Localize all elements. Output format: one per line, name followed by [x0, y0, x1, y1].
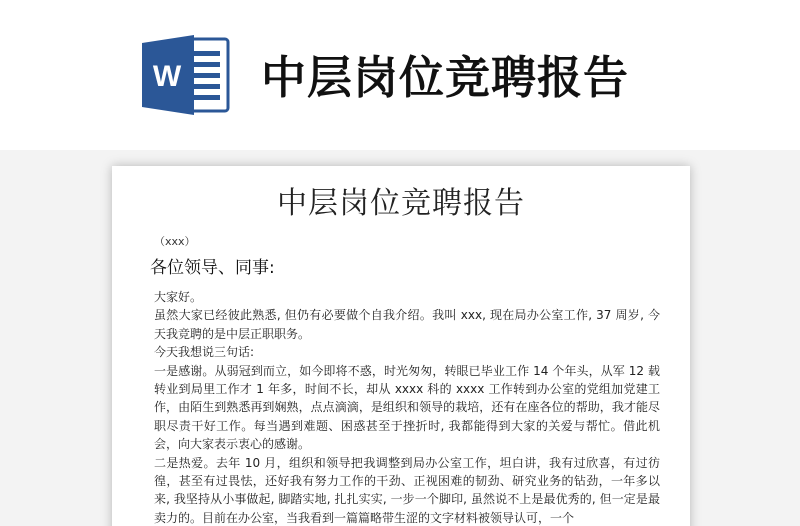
document-body: [154, 288, 660, 526]
paragraph: 大家好。: [154, 290, 203, 304]
banner-title: 中层岗位竞聘报告: [261, 51, 630, 104]
banner: [0, 0, 800, 150]
document-page: [112, 166, 690, 526]
paragraph: 二是热爱。去年 10 月，组织和领导把我调整到局办公室工作，坦白讲，我有过欣喜，有过彷徨，甚至有过畏怯，还好我有努力工作的干劲、正视困难的韧劲、研究业务的钻劲，一年多以来, 我坚持从小事做起, 脚踏实地, 扎扎实实, 一步一个脚印, 虽然说不上是最优秀的, 但一定是最卖力的。目前在办公室，当我看到一篇篇略带生涩的文字材料被领导认可，一个: [154, 455, 660, 525]
paragraph: 一是感谢。从弱冠到而立，如今即将不惑，时光匆匆，转眼已毕业工作 14 个年头，从军 12 载转业到局里工作才 1 年多，时间不长，却从 xxxx 科的 xxxx 工作转到办公室的党组加党建工作，由陌生到熟悉再到娴熟，点点滴滴，是组织和领导的栽培，还有在座各位的帮助，我才能尽职尽责干好工作。每当遇到难题、困惑甚至于挫折时, 我都能得到大家的关爱与帮忙。借此机会，向大家表示衷心的感谢。: [154, 363, 660, 452]
word-document-icon: [140, 33, 230, 117]
document-greeting: 各位领导、同事:: [150, 258, 275, 278]
paragraph: 虽然大家已经彼此熟悉, 但仍有必要做个自我介绍。我叫 xxx, 现在局办公室工作, 37 周岁, 今天我竞聘的是中层正职职务。: [154, 308, 660, 341]
document-author: （xxx）: [154, 235, 196, 248]
paragraph: 今天我想说三句话:: [154, 345, 255, 360]
document-title: 中层岗位竞聘报告: [277, 186, 525, 221]
word-icon-letter: W: [152, 60, 182, 93]
